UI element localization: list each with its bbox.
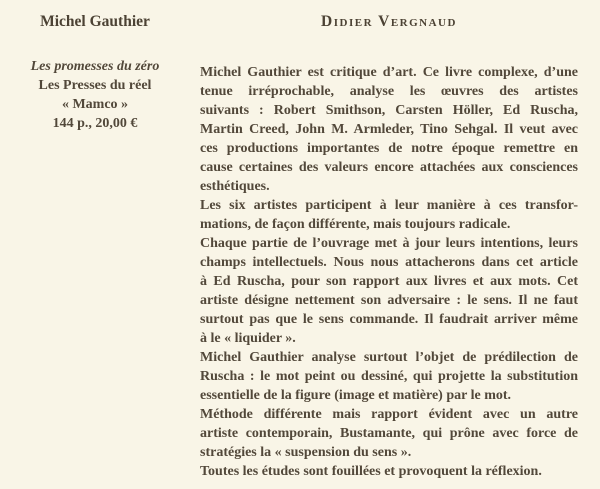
article-line: Toutes les études sont fouillées et provoquent la réflexion. [200,464,542,479]
article-body [200,63,578,481]
article-line: esthétiques. [200,179,270,194]
article-line: Martin Creed, John M. Armleder, Tino Sehgal. Il veut avec [200,122,578,137]
article-line: cause certaines des valeurs encore attachées aux consciences [200,160,578,175]
article-line: champs intellectuels. Nous nous attacherons dans cet article [200,255,578,270]
article-line: à Ed Ruscha, pour son rapport aux livres et aux mots. Cet [200,274,578,289]
article-line: Michel Gauthier analyse surtout l’objet de prédilection de [200,350,578,365]
article-paragraph [200,462,578,481]
author-name: Michel Gauthier [40,13,150,30]
book-collection: « Mamco » [61,97,129,112]
book-info-column [6,0,184,133]
article-line: Les six artistes participent à leur manière à ces transfor- [200,198,578,213]
article-line: à le « liquider ». [200,331,296,346]
article-line: stratégies la « suspension du sens ». [200,445,412,460]
article-line: artiste désigne nettement son adversaire : le sens. Il ne faut [200,293,578,308]
article-line: essentielle de la figure (image et matière) par le mot. [200,388,512,403]
article-paragraph [200,63,578,196]
reviewer-byline: Didier Vergnaud [321,13,457,30]
article-line: Ruscha : le mot peint ou dessiné, qui projette la substitution [200,369,578,384]
article-line: artiste contemporain, Bustamante, qui prône avec force de [200,426,578,441]
book-details-block [6,57,184,133]
article-paragraph [200,405,578,462]
article-line: Chaque partie de l’ouvrage met à jour leurs intentions, leurs [200,236,578,251]
book-title: Les promesses du zéro [30,59,160,74]
article-column [200,0,578,489]
article-line: mations, de façon différente, mais toujours radicale. [200,217,511,232]
article-paragraph [200,196,578,234]
article-line: surtout pas que le sens commande. Il faudrait arriver même [200,312,578,327]
article-paragraph [200,348,578,405]
article-paragraph [200,234,578,348]
book-pages-price: 144 p., 20,00 € [52,116,138,131]
book-publisher: Les Presses du réel [38,78,152,93]
article-line: Méthode différente mais rapport évident avec un autre [200,407,578,422]
article-line: tenue irréprochable, analyse les œuvres des artistes [200,84,578,99]
article-line: Michel Gauthier est critique d’art. Ce livre complexe, d’une [200,65,578,80]
article-line: ces productions importantes de notre époque remettre en [200,141,578,156]
article-line: suivants : Robert Smithson, Carsten Höller, Ed Ruscha, [200,103,578,118]
